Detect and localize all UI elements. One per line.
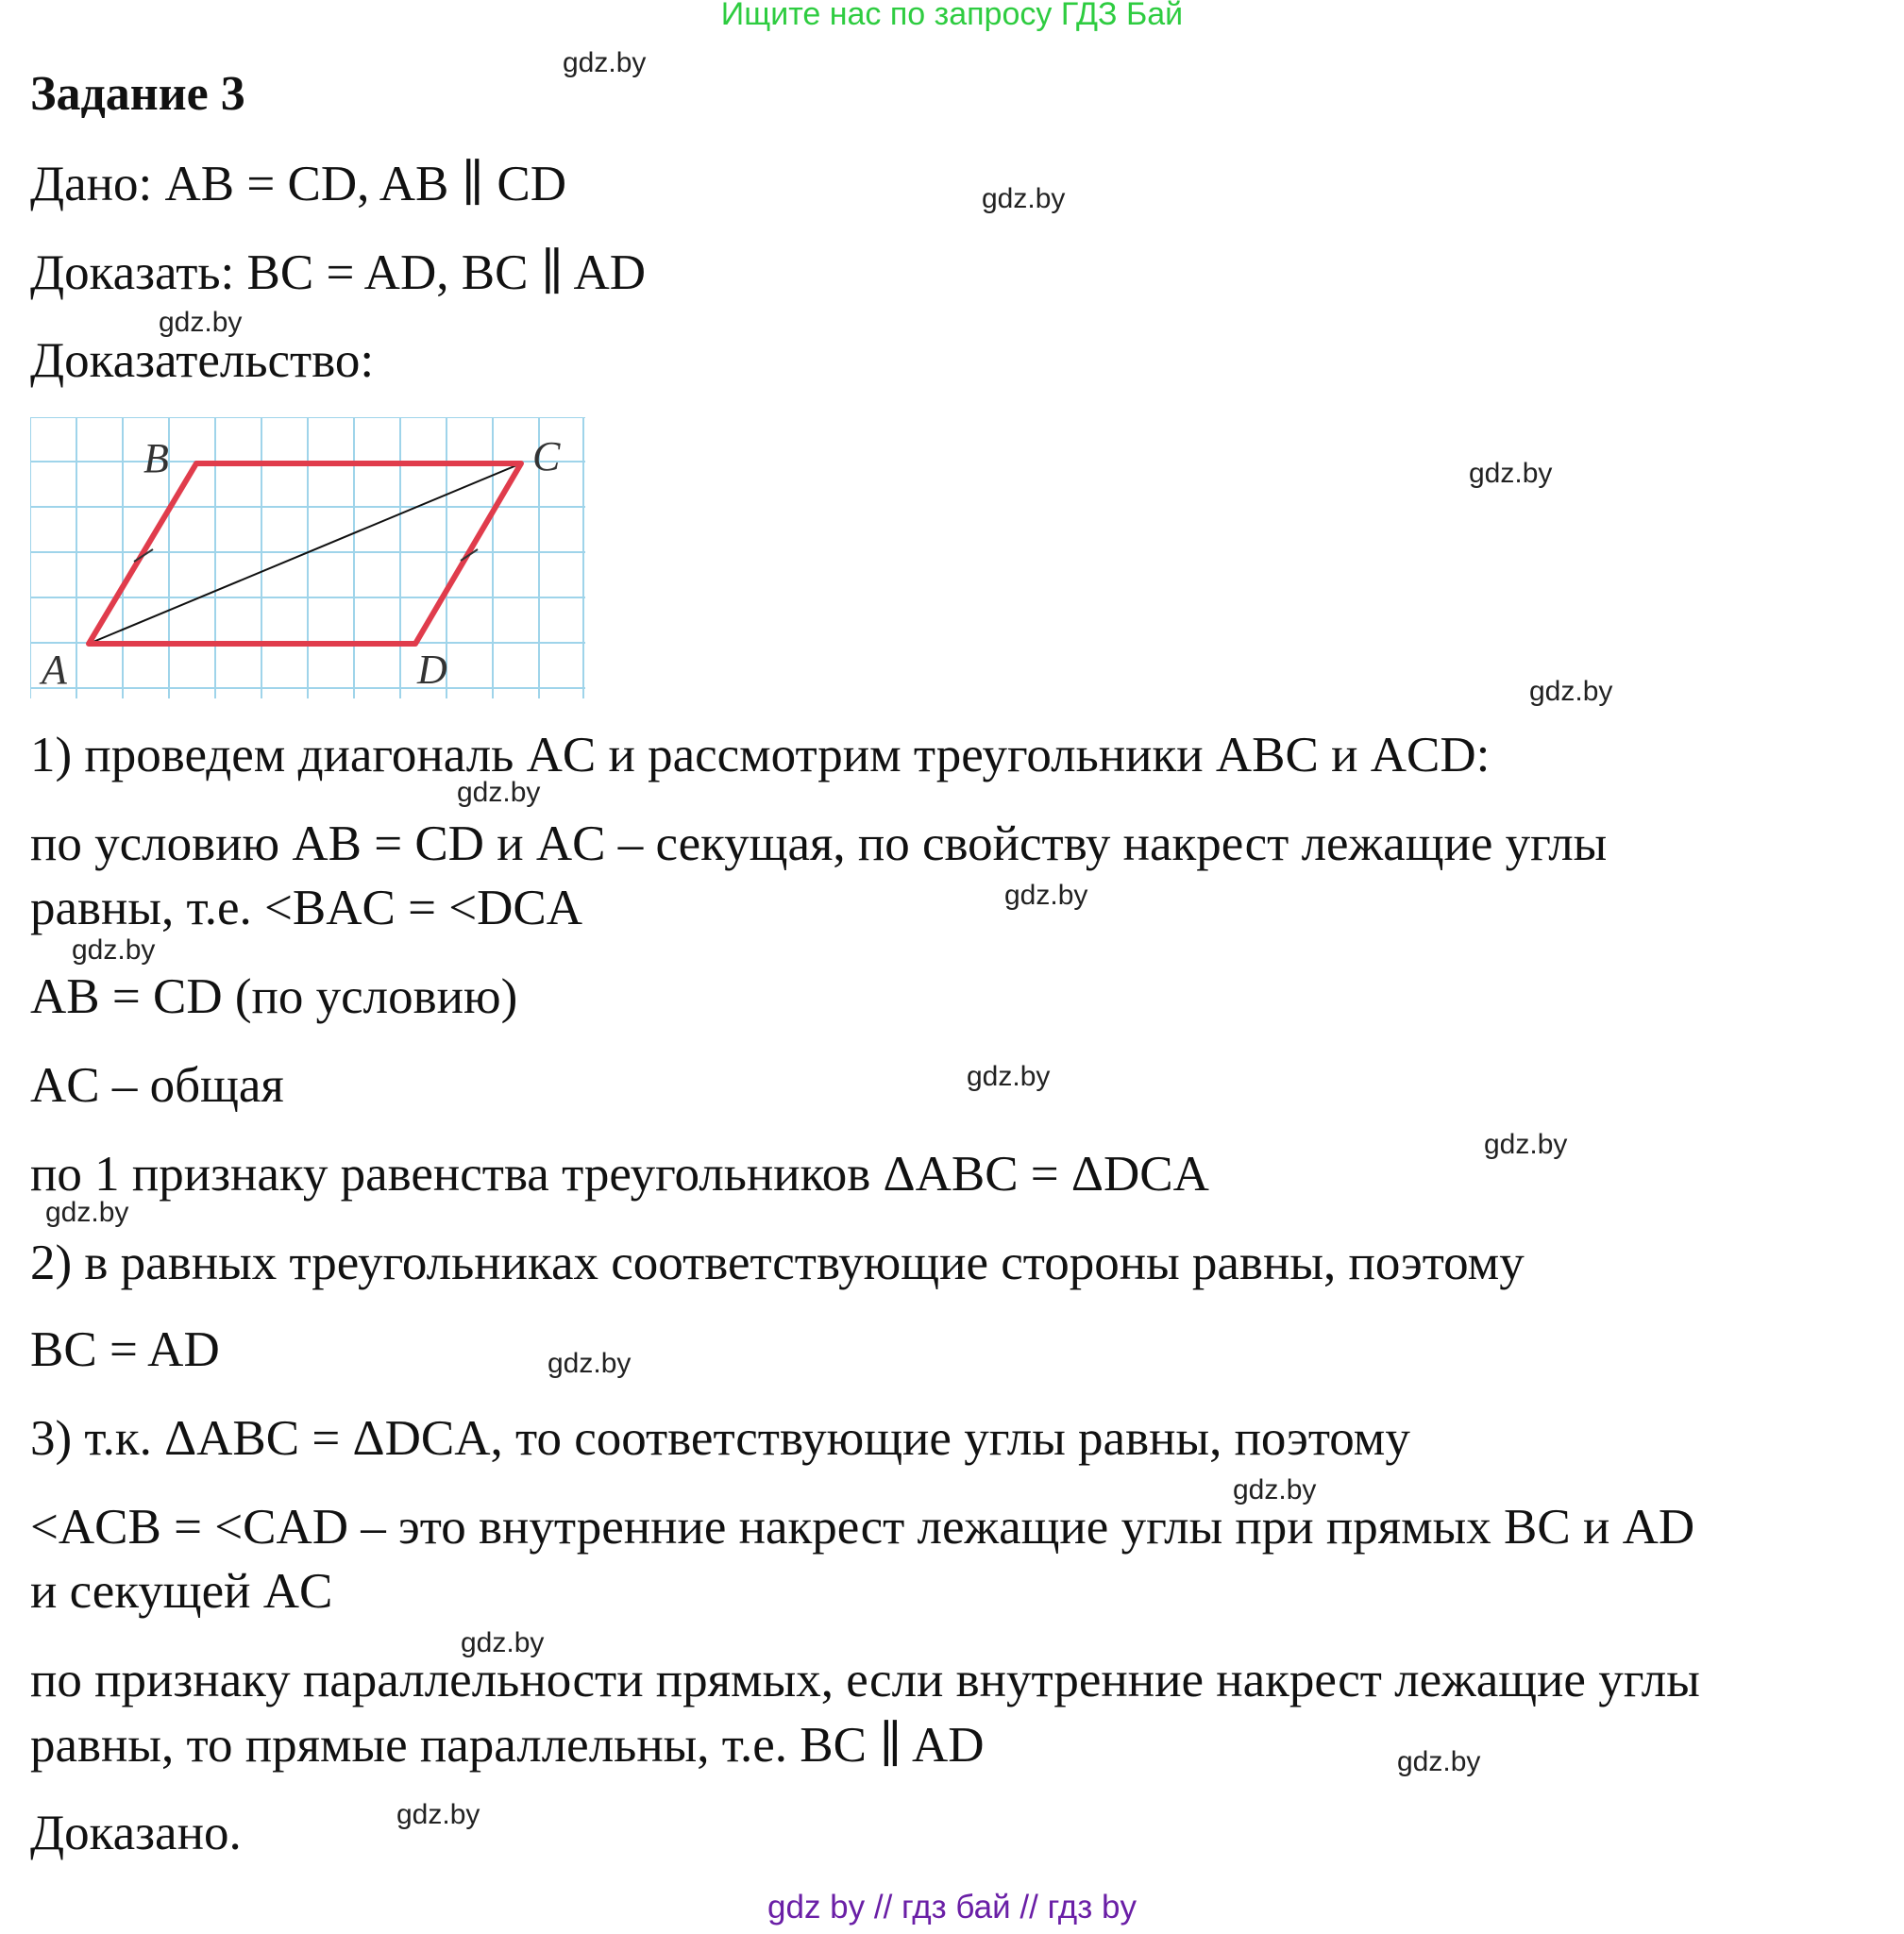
proof-line: по 1 признаку равенства треугольников ΔABC = ΔDCA — [30, 1147, 1209, 1202]
proof-line: AC – общая — [30, 1058, 284, 1113]
watermark: gdz.by — [457, 777, 541, 808]
proof-line: по признаку параллельности прямых, если внутренние накрест лежащие углы — [30, 1653, 1700, 1707]
watermark: gdz.by — [1004, 880, 1088, 911]
proof-line: AB = CD (по условию) — [30, 969, 518, 1024]
watermark: gdz.by — [1469, 458, 1553, 489]
watermark: gdz.by — [982, 183, 1066, 214]
vertex-label-d: D — [417, 647, 447, 693]
proof-line: <ACB = <CAD – это внутренние накрест лежащие углы при прямых BC и AD — [30, 1500, 1695, 1555]
watermark: gdz.by — [563, 47, 647, 78]
watermark: gdz.by — [159, 307, 243, 338]
proof-line: равны, то прямые параллельны, т.е. BC ∥ AD — [30, 1718, 985, 1773]
proof-line: BC = AD — [30, 1322, 220, 1377]
vertex-label-c: C — [532, 433, 561, 479]
parallelogram-figure — [30, 417, 585, 698]
vertex-label-b: B — [143, 435, 169, 481]
task-title: Задание 3 — [30, 67, 245, 121]
given-line: Дано: AB = CD, AB ∥ CD — [30, 157, 566, 211]
search-hint-link[interactable]: Ищите нас по запросу ГДЗ Бай — [720, 0, 1184, 32]
watermark: gdz.by — [548, 1348, 632, 1379]
proof-step-3: 3) т.к. ΔABC = ΔDCA, то соответствующие углы равны, поэтому — [30, 1411, 1410, 1466]
proof-line: по условию AB = CD и AC – секущая, по свойству накрест лежащие углы — [30, 816, 1608, 871]
watermark: gdz.by — [1233, 1474, 1317, 1505]
watermark: gdz.by — [45, 1197, 129, 1228]
proof-step-2: 2) в равных треугольниках соответствующие стороны равны, поэтому — [30, 1236, 1525, 1290]
watermark: gdz.by — [72, 934, 156, 966]
watermark: gdz.by — [396, 1799, 480, 1830]
proof-line: и секущей AC — [30, 1564, 333, 1619]
watermark: gdz.by — [1397, 1746, 1481, 1777]
diagonal-ac — [89, 463, 521, 644]
proof-label: Доказательство: — [30, 333, 375, 388]
proof-line: равны, т.е. <BAC = <DCA — [30, 881, 583, 935]
watermark: gdz.by — [1529, 676, 1613, 707]
proof-conclusion: Доказано. — [30, 1806, 242, 1860]
prove-line: Доказать: BC = AD, BC ∥ AD — [30, 245, 647, 300]
vertex-label-a: A — [42, 647, 67, 693]
watermark: gdz.by — [967, 1061, 1051, 1092]
proof-step-1: 1) проведем диагональ AC и рассмотрим треугольники ABC и ACD: — [30, 728, 1491, 782]
footer-links[interactable]: gdz by // гдз бай // гдз by — [767, 1889, 1137, 1926]
watermark: gdz.by — [1484, 1129, 1568, 1160]
grid-lines — [30, 417, 585, 698]
watermark: gdz.by — [461, 1627, 545, 1658]
